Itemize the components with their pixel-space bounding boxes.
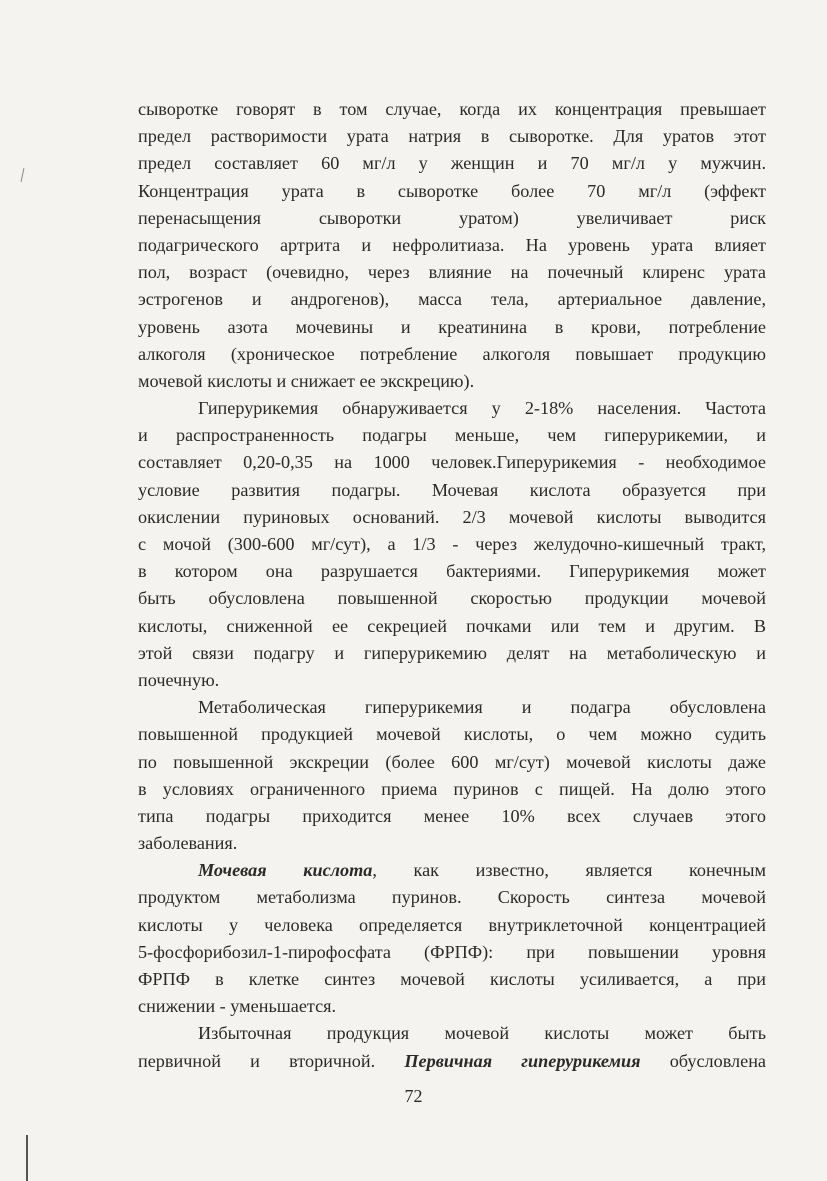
text-line: в условиях ограниченного приема пуринов с пищей. На долю этого	[138, 778, 766, 799]
text-line: снижении - уменьшается.	[138, 996, 337, 1017]
text-line	[138, 1048, 766, 1075]
text-line: ФРПФ в клетке синтез мочевой кислоты усиливается, а при	[138, 969, 766, 989]
text-line: условие развития подагры. Мочевая кислота образуется при	[138, 479, 766, 500]
text-line: продуктом метаболизма пуринов. Скорость синтеза мочевой	[138, 887, 766, 908]
text-run: первичной и вторичной.	[138, 1050, 405, 1071]
text-line: эстрогенов и андрогенов), масса тела, артериальное давление,	[138, 289, 766, 310]
text-line: окислении пуриновых оснований. 2/3 мочевой кислоты выводится	[138, 506, 766, 527]
text-line: уровень азота мочевины и креатинина в крови, потребление	[138, 316, 766, 337]
text-line: кислоты у человека определяется внутриклеточной концентрацией	[138, 914, 766, 935]
scan-artifact-mark	[21, 168, 25, 182]
text-run: , как известно, является конечным	[372, 860, 766, 881]
text-line: почечную.	[138, 669, 220, 690]
paragraph-5	[138, 1020, 766, 1074]
paragraph-1	[138, 96, 766, 395]
text-line: повышенной продукцией мочевой кислоты, о чем можно судить	[138, 724, 766, 745]
text-line: быть обусловлена повышенной скоростью продукции мочевой	[138, 588, 766, 609]
text-line: типа подагры приходится менее 10% всех случаев этого	[138, 805, 766, 826]
text-line: 5-фосфорибозил-1-пирофосфата (ФРПФ): при повышении уровня	[138, 941, 766, 962]
text-line: перенасыщения сыворотки уратом) увеличивает риск	[138, 207, 766, 228]
paragraph-4	[138, 857, 766, 1020]
text-line: по повышенной экскреции (более 600 мг/сут) мочевой кислоты даже	[138, 751, 766, 772]
paragraph-2	[138, 395, 766, 694]
page-number: 72	[404, 1086, 423, 1106]
emphasis-term: Первичная гиперурикемия	[404, 1050, 641, 1071]
scan-artifact-edge	[26, 1135, 28, 1181]
body-text	[138, 96, 766, 1075]
text-line: Метаболическая гиперурикемия и подагра обусловлена	[198, 697, 766, 718]
text-line: предел растворимости урата натрия в сыворотке. Для уратов этот	[138, 126, 766, 147]
text-line: сыворотке говорят в том случае, когда их концентрация превышает	[138, 99, 766, 119]
paragraph-3	[138, 694, 766, 857]
text-run: обусловлена	[640, 1050, 766, 1071]
text-line: Гиперурикемия обнаруживается у 2-18% населения. Частота	[198, 398, 766, 419]
text-line: Избыточная продукция мочевой кислоты может быть	[198, 1023, 766, 1044]
text-line: и распространенность подагры меньше, чем гиперурикемии, и	[138, 425, 766, 446]
text-line: алкоголя (хроническое потребление алкоголя повышает продукцию	[138, 343, 766, 364]
text-line: предел составляет 60 мг/л у женщин и 70 мг/л у мужчин.	[138, 153, 766, 174]
text-line	[138, 857, 766, 884]
text-line: мочевой кислоты и снижает ее экскрецию).	[138, 370, 475, 391]
text-line: пол, возраст (очевидно, через влияние на почечный клиренс урата	[138, 262, 766, 283]
text-line: этой связи подагру и гиперурикемию делят на метаболическую и	[138, 642, 766, 663]
text-line: в котором она разрушается бактериями. Гиперурикемия может	[138, 561, 766, 582]
emphasis-term: Мочевая кислота	[198, 860, 373, 881]
text-line: подагрического артрита и нефролитиаза. На уровень урата влияет	[138, 234, 766, 255]
text-line: Концентрация урата в сыворотке более 70 мг/л (эффект	[138, 180, 766, 201]
text-line: с мочой (300-600 мг/сут), а 1/3 - через желудочно-кишечный тракт,	[138, 534, 766, 554]
text-line: заболевания.	[138, 833, 238, 854]
text-line: составляет 0,20-0,35 на 1000 человек.Гиперурикемия - необходимое	[138, 452, 766, 473]
text-line: кислоты, сниженной ее секрецией почками или тем и другим. В	[138, 615, 766, 636]
